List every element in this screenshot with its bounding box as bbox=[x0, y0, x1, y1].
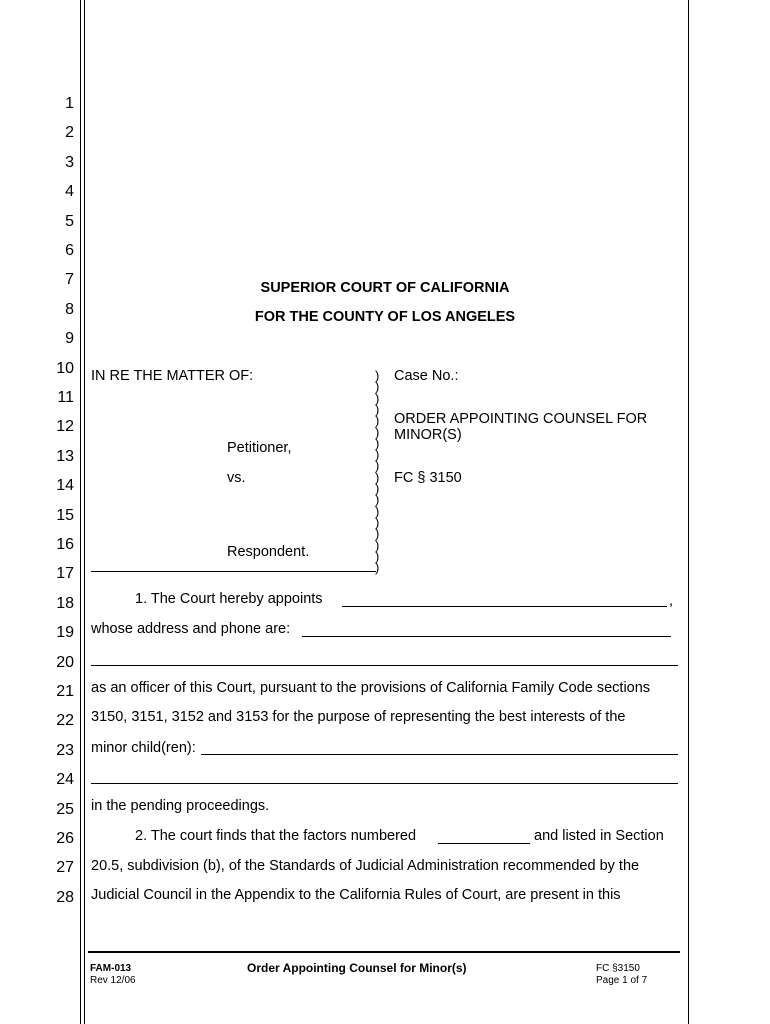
caption-bottom-rule bbox=[91, 571, 376, 572]
line-number: 15 bbox=[56, 506, 74, 524]
caption-paren: ) bbox=[375, 537, 380, 553]
right-margin-line bbox=[688, 0, 689, 1024]
caption-paren: ) bbox=[375, 435, 380, 451]
line-number: 16 bbox=[56, 536, 74, 553]
caption-paren: ) bbox=[375, 503, 380, 519]
line-number: 25 bbox=[56, 800, 74, 818]
line-number: 10 bbox=[56, 359, 74, 377]
court-name: SUPERIOR COURT OF CALIFORNIA bbox=[260, 280, 510, 296]
line-number: 14 bbox=[56, 477, 74, 495]
caption-paren: ) bbox=[375, 481, 380, 496]
caption-paren: ) bbox=[375, 469, 380, 485]
address-label: whose address and phone are: bbox=[91, 621, 291, 637]
order-title-line-2: MINOR(S) bbox=[394, 427, 462, 443]
council-sentence: Judicial Council in the Appendix to the California Rules of Court, are present in this bbox=[91, 887, 621, 903]
petitioner-label: Petitioner, bbox=[227, 440, 292, 456]
line-number: 13 bbox=[56, 447, 74, 465]
minor-names-blank[interactable] bbox=[201, 754, 678, 755]
caption-paren: ) bbox=[375, 413, 380, 429]
caption-paren: ) bbox=[375, 526, 380, 542]
line-number: 1 bbox=[65, 95, 74, 112]
line-number: 28 bbox=[56, 888, 74, 906]
line-number: 24 bbox=[56, 771, 74, 789]
line-number: 3 bbox=[65, 153, 74, 171]
matter-label: IN RE THE MATTER OF: bbox=[91, 368, 254, 384]
caption-paren: ) bbox=[375, 368, 380, 383]
listed-in-section: and listed in Section bbox=[534, 828, 664, 844]
line-number: 22 bbox=[56, 712, 74, 730]
line-number: 18 bbox=[56, 594, 74, 612]
line-number: 17 bbox=[56, 565, 74, 583]
line-number: 6 bbox=[65, 242, 74, 259]
comma: , bbox=[669, 593, 674, 609]
standards-sentence: 20.5, subdivision (b), of the Standards of Judicial Administration recommended by the bbox=[91, 858, 640, 874]
address-blank[interactable] bbox=[302, 636, 671, 637]
caption-paren: ) bbox=[375, 548, 380, 564]
line-number: 4 bbox=[65, 183, 74, 201]
caption-paren: ) bbox=[375, 458, 380, 474]
versus-label: vs. bbox=[227, 470, 246, 486]
minor-label: minor child(ren): bbox=[91, 740, 196, 756]
officer-sentence: as an officer of this Court, pursuant to the provisions of California Family Code sections bbox=[91, 680, 651, 696]
pending-proceedings: in the pending proceedings. bbox=[91, 798, 270, 814]
caption-paren: ) bbox=[375, 379, 380, 395]
left-margin-line-2 bbox=[84, 0, 85, 1024]
footer-code: FC §3150 bbox=[596, 963, 640, 974]
page-number: Page 1 of 7 bbox=[596, 975, 648, 986]
line-number: 20 bbox=[56, 653, 74, 671]
caption-paren: ) bbox=[375, 390, 380, 406]
minor-names-blank-2[interactable] bbox=[91, 783, 678, 784]
line-number: 9 bbox=[65, 330, 74, 348]
line-number: 2 bbox=[65, 124, 74, 142]
line-number: 19 bbox=[56, 624, 74, 642]
caption-paren: ) bbox=[375, 514, 380, 530]
line-number: 8 bbox=[65, 300, 74, 318]
factors-blank[interactable] bbox=[438, 843, 530, 844]
left-margin-line-1 bbox=[80, 0, 81, 1024]
line-number: 21 bbox=[56, 683, 74, 700]
counsel-name-blank[interactable] bbox=[342, 606, 667, 607]
caption-paren: ) bbox=[375, 560, 380, 576]
form-number: FAM-013 bbox=[90, 963, 132, 974]
form-revision: Rev 12/06 bbox=[90, 975, 136, 986]
line-number: 26 bbox=[56, 830, 74, 847]
sections-sentence: 3150, 3151, 3152 and 3153 for the purpose of representing the best interests of the bbox=[91, 709, 626, 725]
footer-title: Order Appointing Counsel for Minor(s) bbox=[247, 961, 467, 975]
caption-paren: ) bbox=[375, 424, 380, 440]
respondent-label: Respondent. bbox=[227, 544, 310, 560]
line-number: 7 bbox=[65, 271, 74, 289]
caption-paren: ) bbox=[375, 447, 380, 463]
line-number: 12 bbox=[56, 418, 74, 436]
line-number: 27 bbox=[56, 859, 74, 877]
order-title-line-1: ORDER APPOINTING COUNSEL FOR bbox=[394, 411, 648, 427]
caption-paren: ) bbox=[375, 492, 380, 508]
line-number: 11 bbox=[57, 389, 74, 406]
caption-paren: ) bbox=[375, 401, 380, 417]
county-name: FOR THE COUNTY OF LOS ANGELES bbox=[254, 309, 516, 325]
code-section: FC § 3150 bbox=[394, 470, 462, 486]
footer-rule bbox=[88, 951, 680, 953]
factors-sentence: 2. The court finds that the factors numbered bbox=[135, 828, 417, 844]
line-number: 23 bbox=[56, 741, 74, 759]
case-number-label: Case No.: bbox=[394, 368, 459, 384]
address-blank-2[interactable] bbox=[91, 665, 678, 666]
appoint-sentence: 1. The Court hereby appoints bbox=[135, 591, 323, 607]
line-number: 5 bbox=[65, 212, 74, 230]
